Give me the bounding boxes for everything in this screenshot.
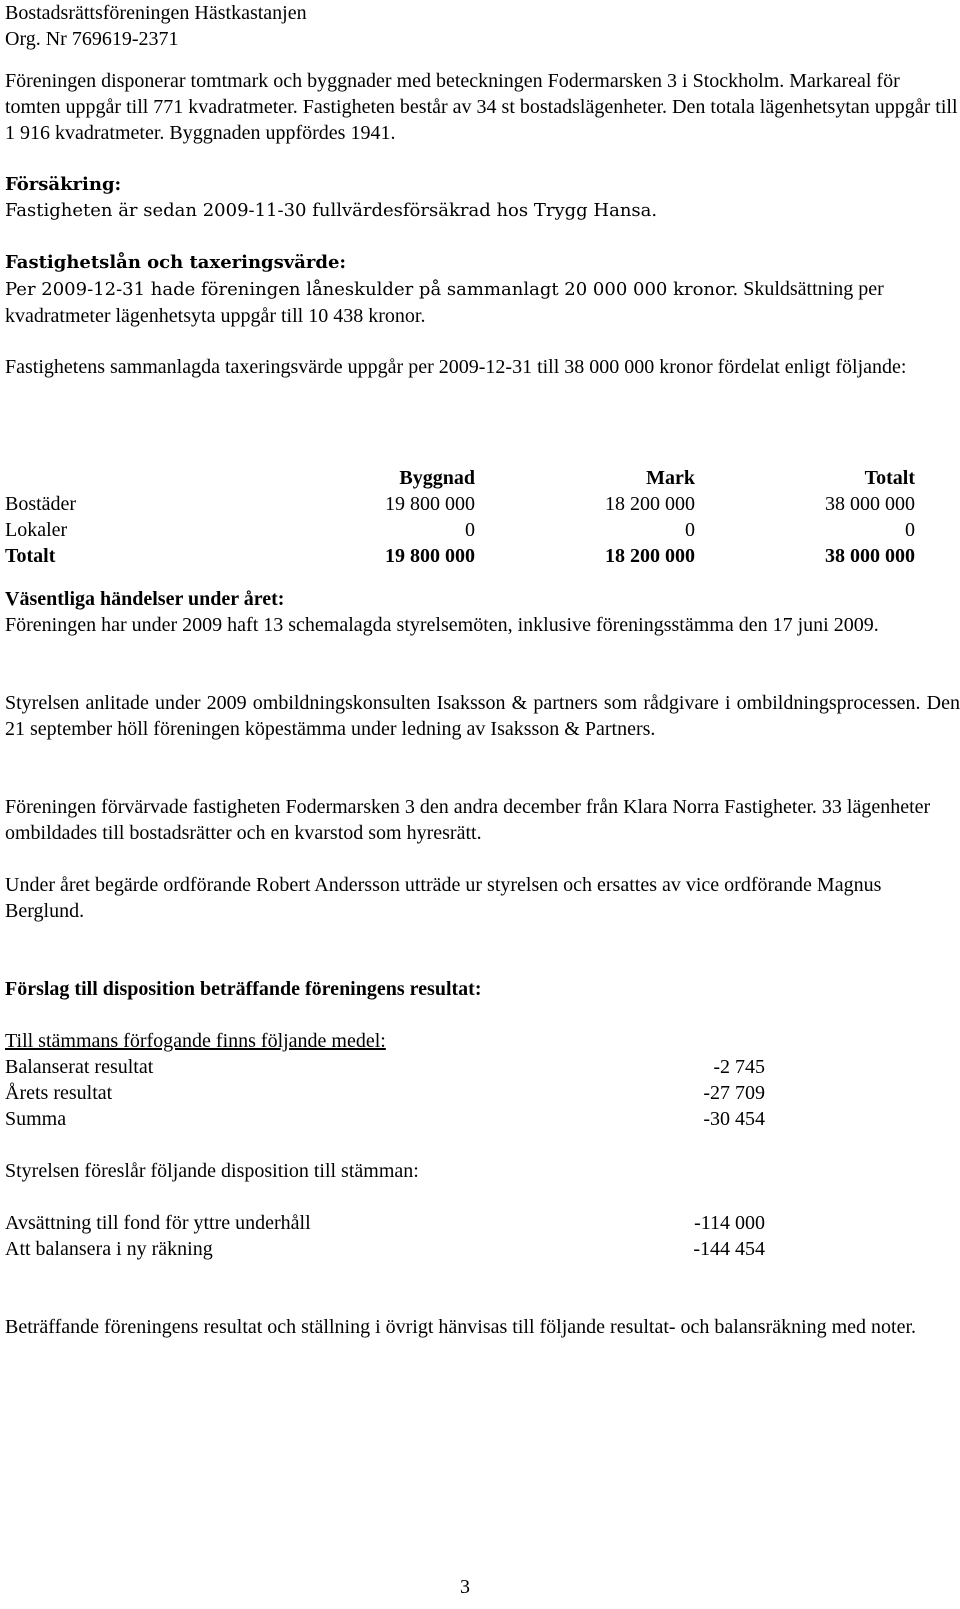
loans-heading: Fastighetslån och taxeringsvärde: <box>5 252 347 273</box>
taxation-header-row <box>5 465 915 491</box>
taxation-intro: Fastighetens sammanlagda taxeringsvärde uppgår per 2009-12-31 till 38 000 000 kronor fördelat enligt följande: <box>5 356 907 378</box>
table-cell: 18 200 000 <box>605 545 695 567</box>
org-number: Org. Nr 769619-2371 <box>5 28 179 50</box>
table-row <box>5 1236 765 1262</box>
table-cell: Årets resultat <box>5 1082 113 1104</box>
table-cell: Avsättning till fond för yttre underhåll <box>5 1212 311 1234</box>
disposition-table <box>5 1210 765 1262</box>
table-cell: Balanserat resultat <box>5 1056 154 1078</box>
taxation-table <box>5 465 915 569</box>
insurance-heading: Försäkring: <box>5 174 122 195</box>
table-cell: -114 000 <box>694 1212 765 1234</box>
table-cell: -30 454 <box>703 1108 765 1130</box>
disposition-intro: Styrelsen föreslår följande disposition till stämman: <box>5 1160 419 1182</box>
events-paragraph: Styrelsen anlitade under 2009 ombildningskonsulten Isaksson & partners som rådgivare i ombildningsprocessen. Den 21 september höll föreningen köpestämma under ledning av Isaksson & Partners. <box>5 692 960 740</box>
table-cell: -2 745 <box>713 1056 765 1078</box>
table-row <box>5 1210 765 1236</box>
table-cell: 38 000 000 <box>825 493 915 515</box>
document-page <box>5 0 960 1609</box>
table-cell: Bostäder <box>5 493 77 515</box>
table-cell: 19 800 000 <box>385 493 475 515</box>
table-cell: Totalt <box>5 545 56 567</box>
events-paragraph: Föreningen har under 2009 haft 13 schemalagda styrelsemöten, inklusive föreningsstämma den 17 juni 2009. <box>5 614 879 636</box>
proposal-heading: Förslag till disposition beträffande föreningens resultat: <box>5 978 482 1000</box>
taxation-header-cell <box>5 465 265 491</box>
table-cell: Att balansera i ny räkning <box>5 1238 213 1260</box>
page-number: 3 <box>460 1576 470 1598</box>
taxation-header-cell: Mark <box>646 467 695 489</box>
table-cell: 19 800 000 <box>385 545 475 567</box>
loans-text-a: Per 2009-12-31 hade föreningen låneskulder på sammanlagt 20 000 000 kronor. <box>5 279 739 300</box>
table-cell: 0 <box>685 519 695 541</box>
taxation-header-cell: Byggnad <box>399 467 475 489</box>
table-cell: -27 709 <box>703 1082 765 1104</box>
table-row <box>5 1080 765 1106</box>
table-row <box>5 491 915 517</box>
table-row <box>5 1054 765 1080</box>
funds-heading: Till stämmans förfogande finns följande medel: <box>5 1030 386 1052</box>
intro-paragraph: Föreningen disponerar tomtmark och byggnader med beteckningen Fodermarsken 3 i Stockholm. Markareal för tomten uppgår till 771 kvadratmeter. Fastigheten består av 34 st bostadslägenheter. Den totala lägenhetsytan uppgår till 1 916 kvadratmeter. Byggnaden uppfördes 1941. <box>5 70 958 144</box>
taxation-total-row <box>5 543 915 569</box>
events-heading: Väsentliga händelser under året: <box>5 588 285 610</box>
loans-text-b: Skuldsättning per kvadratmeter lägenhetsyta uppgår till 10 438 kronor. <box>5 278 884 327</box>
table-cell: -144 454 <box>693 1238 765 1260</box>
table-cell: 0 <box>465 519 475 541</box>
closing-paragraph: Beträffande föreningens resultat och ställning i övrigt hänvisas till följande resultat- och balansräkning med noter. <box>5 1316 917 1338</box>
taxation-header-cell: Totalt <box>864 467 915 489</box>
table-cell: Summa <box>5 1108 67 1130</box>
org-name: Bostadsrättsföreningen Hästkastanjen <box>5 2 307 24</box>
events-paragraph: Under året begärde ordförande Robert Andersson utträde ur styrelsen och ersattes av vice ordförande Magnus Berglund. <box>5 874 882 922</box>
table-cell: 0 <box>905 519 915 541</box>
loans-text <box>5 276 960 329</box>
table-cell: 18 200 000 <box>605 493 695 515</box>
table-row <box>5 1106 765 1132</box>
table-row <box>5 517 915 543</box>
insurance-text: Fastigheten är sedan 2009-11-30 fullvärdesförsäkrad hos Trygg Hansa. <box>5 200 658 221</box>
table-cell: 38 000 000 <box>825 545 915 567</box>
events-paragraph: Föreningen förvärvade fastigheten Fodermarsken 3 den andra december från Klara Norra Fastigheter. 33 lägenheter ombildades till bostadsrätter och en kvarstod som hyresrätt. <box>5 796 931 844</box>
funds-table <box>5 1054 765 1132</box>
table-cell: Lokaler <box>5 519 68 541</box>
